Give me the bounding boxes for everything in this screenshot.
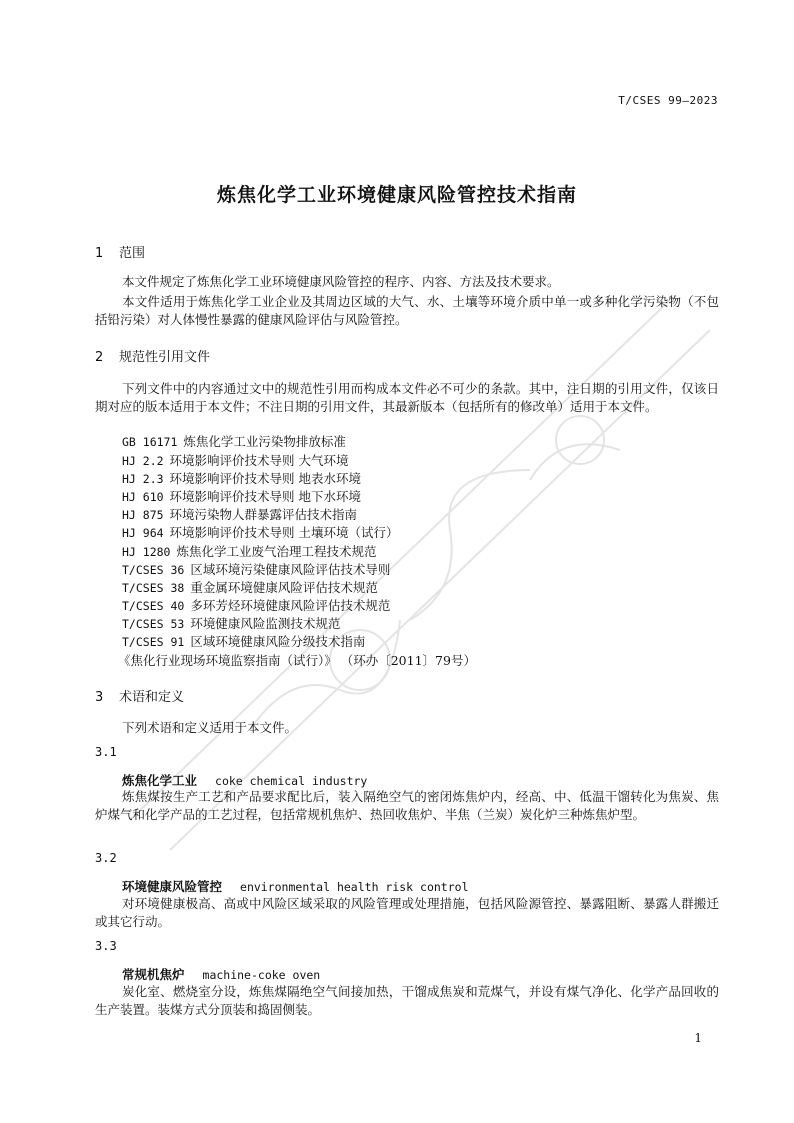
- reference-name: 重金属环境健康风险评估技术规范: [190, 580, 378, 595]
- section-number: 2: [95, 350, 104, 365]
- reference-name: 炼焦化学工业废气治理工程技术规范: [176, 544, 377, 559]
- reference-name: 炼焦化学工业污染物排放标准: [183, 434, 346, 449]
- term-definition: 炭化室、燃烧室分设，炼焦煤隔绝空气间接加热，干馏成焦炭和荒煤气，并设有煤气净化、化学产品回收的生产装置。装煤方式分顶装和捣固侧装。: [95, 984, 719, 1017]
- term-entry: [122, 877, 469, 895]
- term-number: 3.1: [95, 745, 117, 759]
- reference-item: [122, 561, 390, 580]
- section-number: 1: [95, 246, 104, 261]
- term-zh: 环境健康风险管控: [122, 879, 223, 894]
- section-title: 规范性引用文件: [119, 350, 211, 365]
- reference-name: 环境影响评价技术导则 地表水环境: [169, 471, 362, 486]
- reference-code: HJ 1280: [122, 545, 171, 559]
- term-definition: 炼焦煤按生产工艺和产品要求配比后，装入隔绝空气的密闭炼焦炉内，经高、中、低温干馏转化为焦炭、焦炉煤气和化学产品的工艺过程，包括常规机焦炉、热回收焦炉、半焦（兰炭）炭化炉三种炼焦炉型。: [95, 789, 719, 822]
- reference-item: [122, 597, 390, 616]
- term-definition: 对环境健康极高、高或中风险区域采取的风险管理或处理措施，包括风险源管控、暴露阻断、暴露人群搬迁或其它行动。: [95, 896, 719, 929]
- reference-name: 多环芳烃环境健康风险评估技术规范: [190, 598, 391, 613]
- reference-item: [122, 433, 346, 452]
- term-zh: 常规机焦炉: [122, 967, 185, 982]
- reference-code: T/CSES 53: [122, 617, 185, 631]
- section-heading-normative-references: [95, 346, 210, 365]
- standard-code: T/CSES 99—2023: [618, 94, 718, 107]
- reference-item: [122, 543, 376, 562]
- reference-code: GB 16171: [122, 435, 178, 449]
- term-entry: [122, 965, 320, 983]
- reference-item: [122, 470, 361, 489]
- reference-name: 区域环境污染健康风险评估技术导则: [190, 562, 391, 577]
- section-title: 术语和定义: [119, 690, 185, 705]
- section-heading-scope: [95, 242, 145, 261]
- reference-item: [122, 524, 399, 543]
- page-number: 1: [694, 1031, 702, 1045]
- reference-code: T/CSES 40: [122, 599, 185, 613]
- reference-item: [122, 615, 340, 634]
- term-number: 3.3: [95, 939, 117, 953]
- reference-code: HJ 2.2: [122, 454, 164, 468]
- document-title: 炼焦化学工业环境健康风险管控技术指南: [216, 184, 577, 206]
- reference-code: T/CSES 36: [122, 563, 185, 577]
- term-number: 3.2: [95, 851, 117, 865]
- term-entry: [122, 771, 367, 789]
- reference-name: 《焦化行业现场环境监察指南（试行）》 （环办〔2011〕79号）: [118, 653, 476, 668]
- reference-code: HJ 610: [122, 490, 164, 504]
- reference-code: T/CSES 38: [122, 581, 185, 595]
- reference-item: [122, 452, 349, 471]
- reference-item: [122, 633, 365, 652]
- reference-name: 环境健康风险监测技术规范: [190, 616, 341, 631]
- section-title: 范围: [119, 246, 146, 261]
- paragraph: 下列文件中的内容通过文中的规范性引用而构成本文件必不可少的条款。其中，注日期的引用文件，仅该日期对应的版本适用于本文件；不注日期的引用文件，其最新版本（包括所有的修改单）适用于本文件。: [95, 381, 719, 414]
- reference-name: 环境影响评价技术导则 地下水环境: [169, 489, 362, 504]
- reference-name: 环境影响评价技术导则 土壤环境（试行）: [169, 525, 399, 540]
- term-en: machine-coke oven: [202, 968, 321, 982]
- term-en: environmental health risk control: [240, 880, 469, 894]
- reference-code: HJ 964: [122, 526, 164, 540]
- reference-item: [122, 579, 378, 598]
- reference-name: 环境影响评价技术导则 大气环境: [169, 453, 349, 468]
- term-zh: 炼焦化学工业: [122, 773, 198, 788]
- reference-item: [122, 506, 357, 525]
- reference-code: HJ 875: [122, 508, 164, 522]
- reference-code: HJ 2.3: [122, 472, 164, 486]
- reference-name: 环境污染物人群暴露评估技术指南: [169, 507, 358, 522]
- paragraph: 本文件规定了炼焦化学工业环境健康风险管控的程序、内容、方法及技术要求。: [122, 274, 560, 289]
- term-en: coke chemical industry: [215, 774, 368, 788]
- section-heading-terms: [95, 686, 184, 705]
- section-number: 3: [95, 690, 104, 705]
- paragraph: 本文件适用于炼焦化学工业企业及其周边区域的大气、水、土壤等环境介质中单一或多种化学污染物（不包括铅污染）对人体慢性暴露的健康风险评估与风险管控。: [95, 294, 719, 327]
- reference-item: [118, 652, 476, 670]
- reference-name: 区域环境健康风险分级技术指南: [190, 634, 366, 649]
- reference-code: T/CSES 91: [122, 635, 185, 649]
- paragraph: 下列术语和定义适用于本文件。: [122, 720, 298, 735]
- reference-item: [122, 488, 361, 507]
